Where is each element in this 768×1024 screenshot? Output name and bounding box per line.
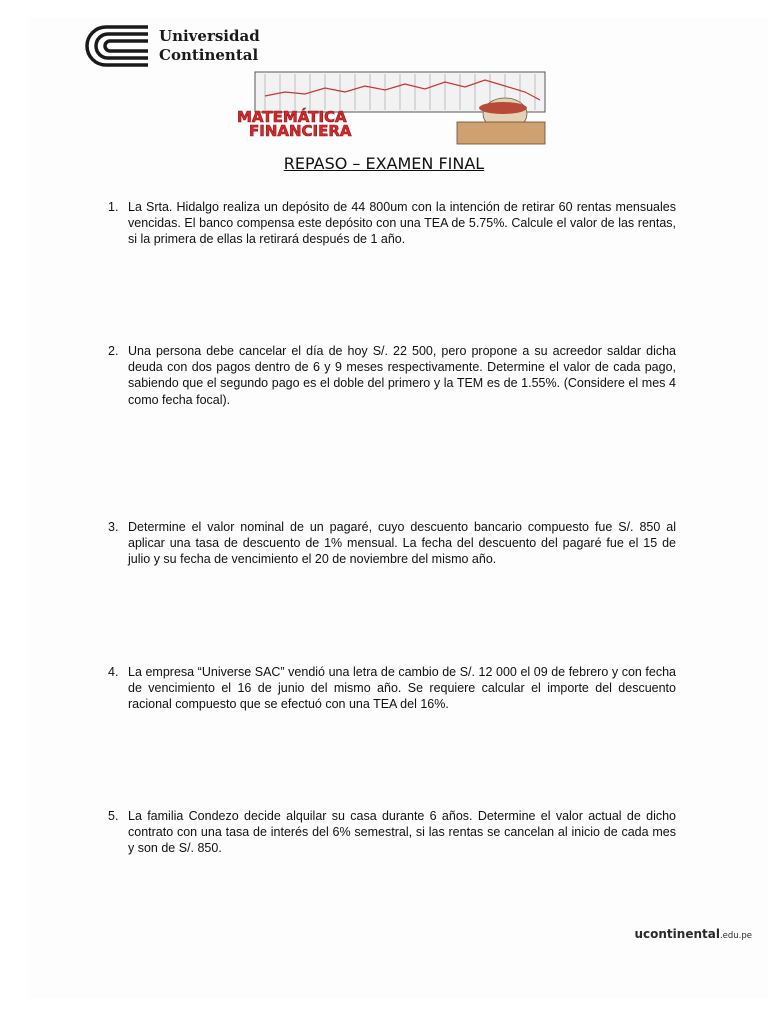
continental-logo-icon xyxy=(84,24,150,68)
question-text: Una persona debe cancelar el día de hoy S/. 22 500, pero propone a su acreedor saldar dicha deuda con dos pagos dentro de 6 y 9 meses respectivamente. Determine el valor de cada pago, sabiendo que el segundo pago es el doble del primero y la TEM es de 1.55%. (Considere el mes 4 como fecha focal). xyxy=(128,344,676,407)
logo-text xyxy=(159,27,260,65)
question-text: La Srta. Hidalgo realiza un depósito de 44 800um con la intención de retirar 60 rentas mensuales vencidas. El banco compensa este depósito con una TEA de 5.75%. Calcule el valor de las rentas, si la primera de ellas la retirará después de 1 año. xyxy=(128,200,676,247)
logo-line-1: Universidad xyxy=(159,27,260,45)
page-title: REPASO – EXAMEN FINAL xyxy=(283,154,485,173)
question-5 xyxy=(108,808,676,857)
question-number: 1. xyxy=(108,200,119,214)
footer-brand-domain: .edu.pe xyxy=(719,931,752,941)
question-2 xyxy=(108,343,676,408)
question-1 xyxy=(108,199,676,248)
banner-title-line-1: MATEMÁTICA xyxy=(237,108,347,126)
question-text: Determine el valor nominal de un pagaré, cuyo descuento bancario compuesto fue S/. 850 al aplicar una tasa de descuento de 1% mensual. La fecha del descuento del pagaré fue el 15 de julio y su fecha de vencimiento el 20 de noviembre del mismo año. xyxy=(128,520,676,567)
logo-line-2: Continental xyxy=(159,46,259,64)
question-4 xyxy=(108,664,676,713)
question-number: 4. xyxy=(108,665,119,679)
footer-brand xyxy=(634,927,752,941)
banner-title-line-2: FINANCIERA xyxy=(249,122,352,140)
question-3 xyxy=(108,519,676,568)
footer-brand-name: ucontinental xyxy=(634,927,720,941)
question-text: La familia Condezo decide alquilar su casa durante 6 años. Determine el valor actual de dicho contrato con una tasa de interés del 6% semestral, si las rentas se cancelan al inicio de cada mes y son de S/. 850. xyxy=(128,809,676,856)
question-number: 3. xyxy=(108,520,119,534)
question-number: 2. xyxy=(108,344,119,358)
question-text: La empresa “Universe SAC” vendió una letra de cambio de S/. 12 000 el 09 de febrero y con fecha de vencimiento el 16 de junio del mismo año. Se requiere calcular el importe del descuento racional compuesto que se efectuó con una TEA del 16%. xyxy=(128,665,676,712)
matematica-financiera-banner xyxy=(235,70,550,150)
university-logo xyxy=(84,22,259,70)
question-number: 5. xyxy=(108,809,119,823)
